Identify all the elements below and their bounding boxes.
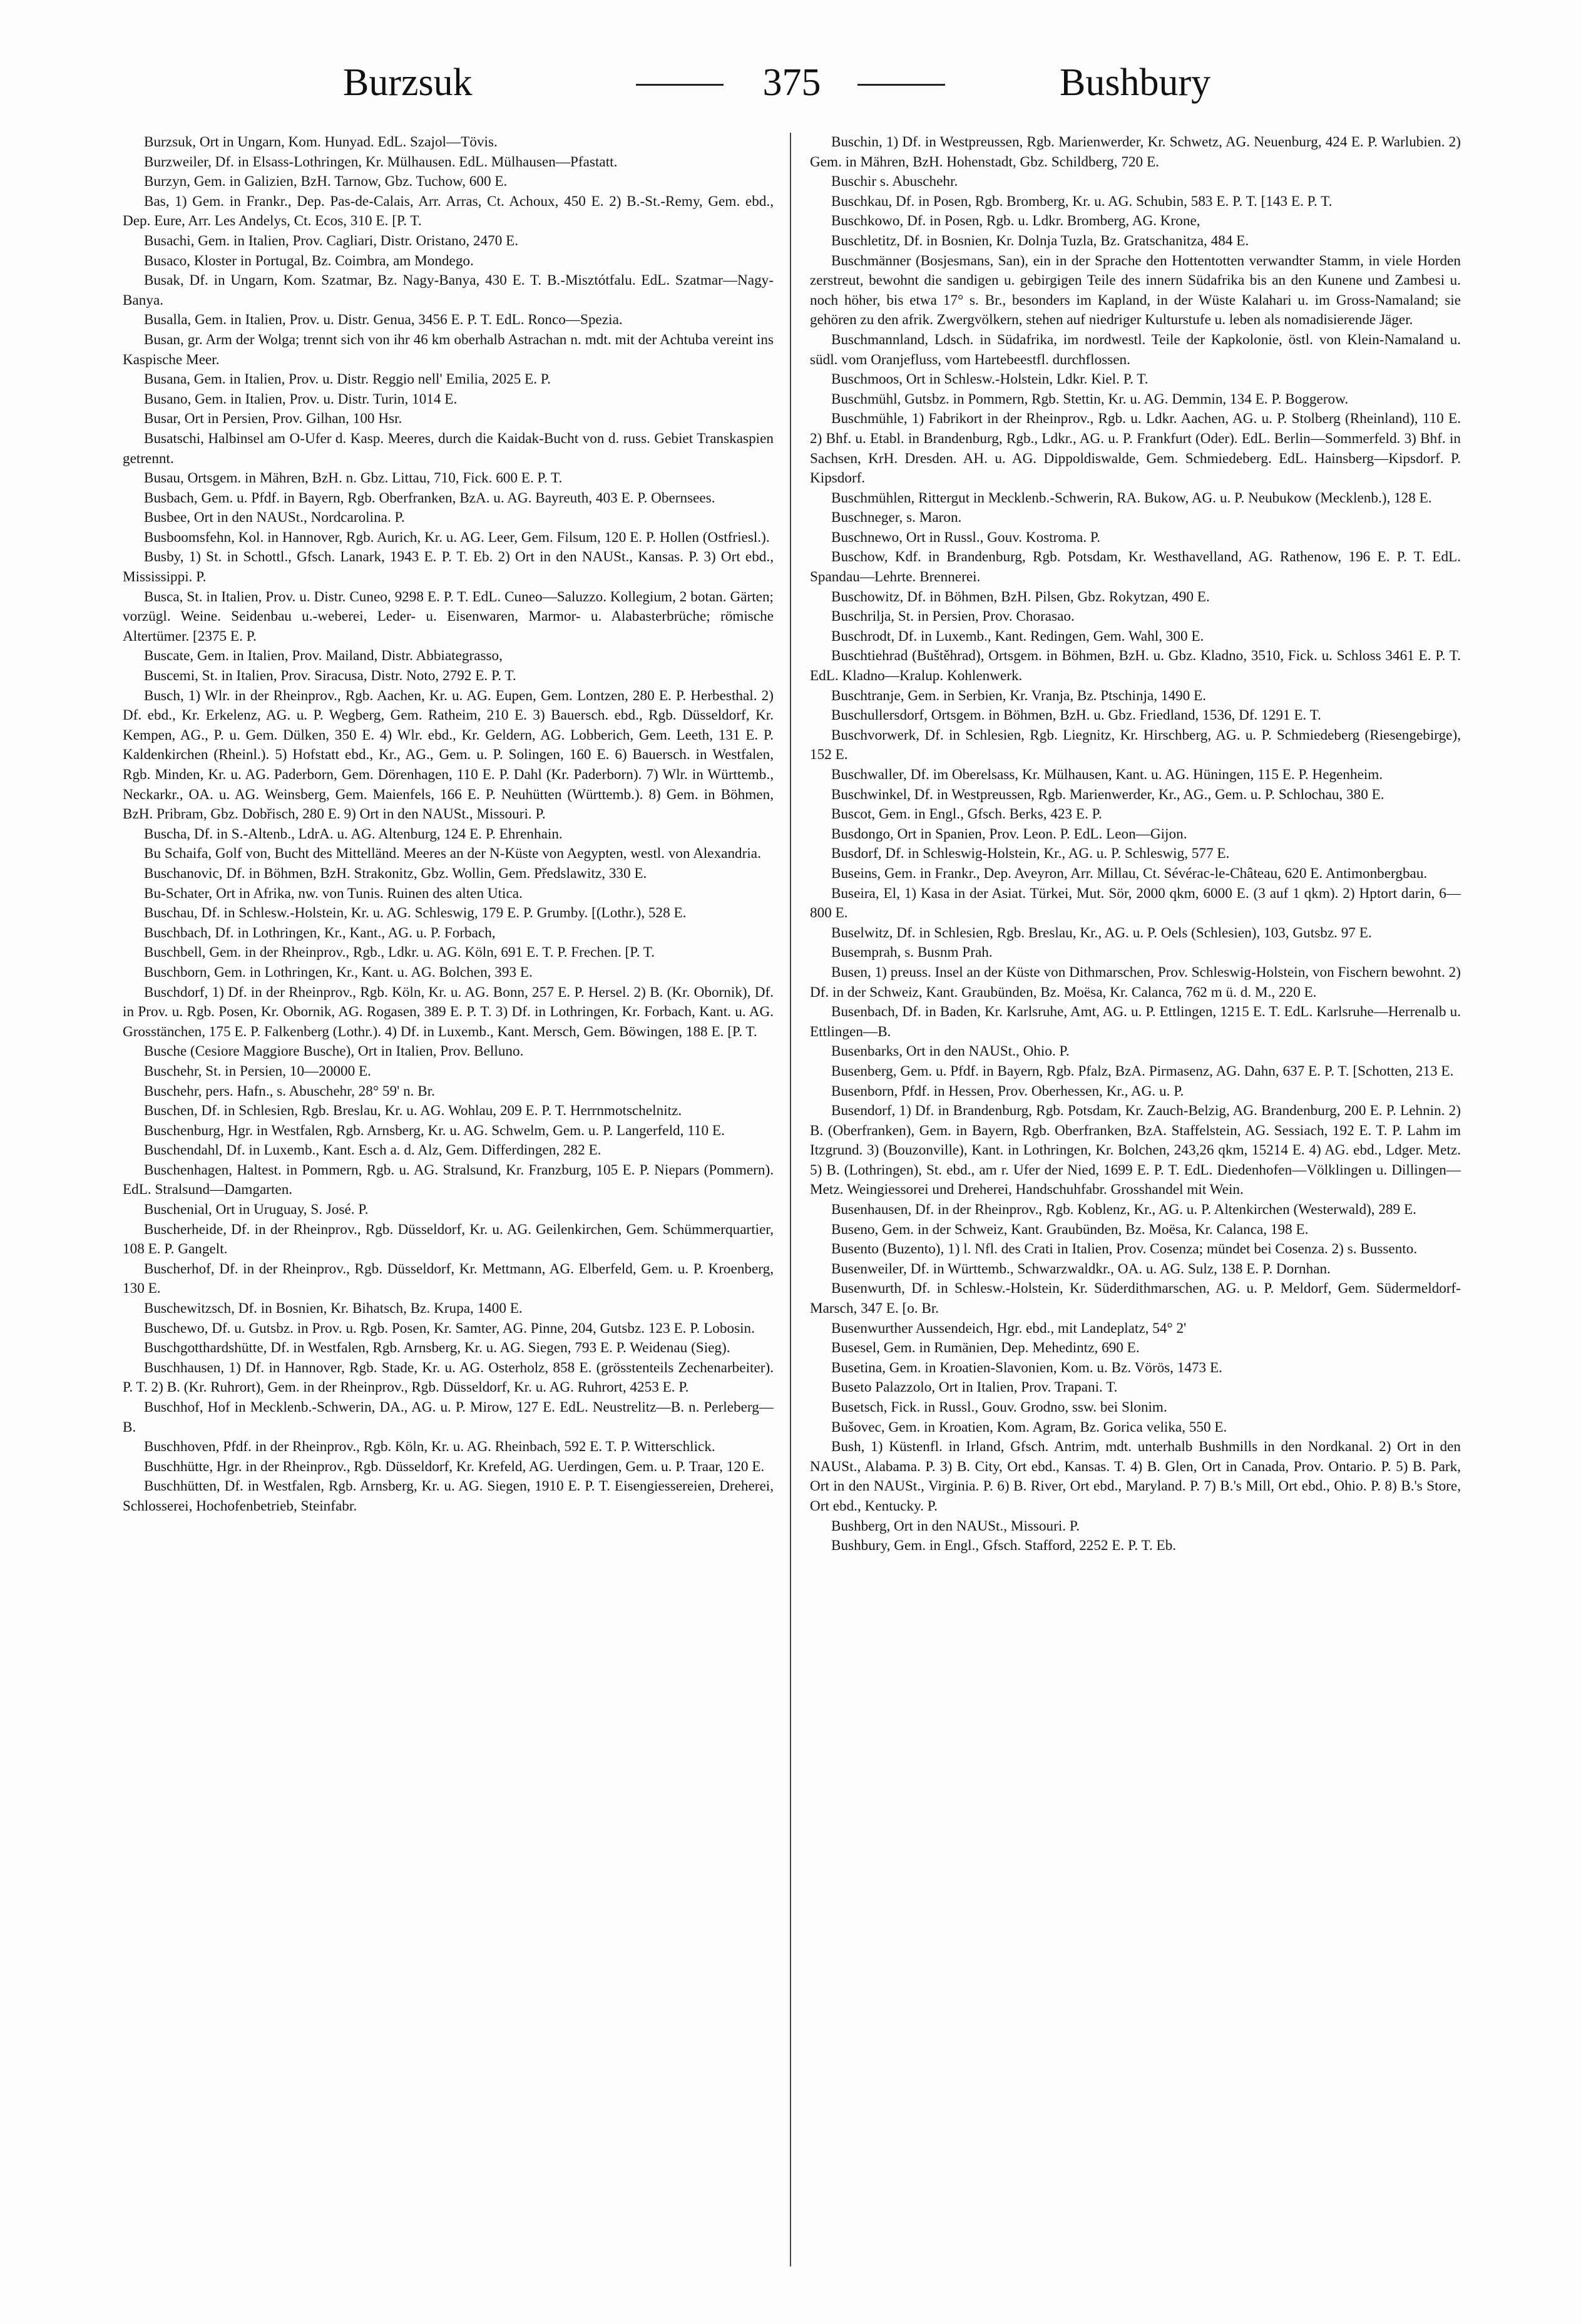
dictionary-entry: Busan, gr. Arm der Wolga; trennt sich von ihr 46 km oberhalb Astrachan n. mdt. mit der Achtuba vereint ins Kaspische Meer. <box>123 331 774 368</box>
dictionary-entry: Busana, Gem. in Italien, Prov. u. Distr. Reggio nell' Emilia, 2025 E. P. <box>144 371 551 388</box>
dictionary-entry: Buseira, El, 1) Kasa in der Asiat. Türkei, Mut. Sör, 2000 qkm, 6000 E. (3 auf 1 qkm). 2) Hptort darin, 6—800 E. <box>810 885 1461 922</box>
dictionary-entry: Busar, Ort in Persien, Prov. Gilhan, 100 Hsr. <box>144 410 402 427</box>
dictionary-entry: Busby, 1) St. in Schottl., Gfsch. Lanark, 1943 E. P. T. Eb. 2) Ort in den NAUSt., Kansas. P. 3) Ort ebd., Mississippi. P. <box>123 549 774 586</box>
left-column <box>123 133 774 1517</box>
dictionary-entry: Buseno, Gem. in der Schweiz, Kant. Graubünden, Bz. Moësa, Kr. Calanca, 198 E. <box>831 1221 1309 1238</box>
dictionary-entry: Buschvorwerk, Df. in Schlesien, Rgb. Liegnitz, Kr. Hirschberg, AG. u. P. Schmiedeberg (Riesengebirge), 152 E. <box>810 726 1461 763</box>
dictionary-entry: Buseto Palazzolo, Ort in Italien, Prov. Trapani. T. <box>831 1379 1118 1396</box>
dictionary-entry: Busca, St. in Italien, Prov. u. Distr. Cuneo, 9298 E. P. T. EdL. Cuneo—Saluzzo. Kollegium, 2 botan. Gärten; vorzügl. Weine. Seidenbau u.-weberei, Leder- u. Eisenwaren, Marmor- u. Alabasterbrüche; römische Altertümer. [2375 E. P. <box>123 588 774 645</box>
dictionary-entry: Busetsch, Fick. in Russl., Gouv. Grodno, ssw. bei Slonim. <box>831 1399 1167 1415</box>
dictionary-entry: Busalla, Gem. in Italien, Prov. u. Distr. Genua, 3456 E. P. T. EdL. Ronco—Spezia. <box>144 312 623 329</box>
dictionary-entry: Bush, 1) Küstenfl. in Irland, Gfsch. Antrim, mdt. unterhalb Bushmills in den Nordkanal. 2) Ort in den NAUSt., Alabama. P. 3) B. City, Ort ebd., Kansas. T. 4) B. Glen, Ort in Canada, Prov. Ontario. P. 5) B. Park, Ort in den NAUSt., Virginia. P. 6) B. River, Ort ebd., Maryland. P. 7) B.'s Mill, Ort ebd., Ohio. P. 8) B.'s Store, Ort ebd., Kentucky. P. <box>810 1439 1461 1514</box>
dictionary-entry: Buscherhof, Df. in der Rheinprov., Rgb. Düsseldorf, Kr. Mettmann, AG. Elberfeld, Gem. u. P. Kroenberg, 130 E. <box>123 1260 774 1297</box>
dictionary-entry: Busen, 1) preuss. Insel an der Küste von Dithmarschen, Prov. Schleswig-Holstein, von Fischern bewohnt. 2) Df. in der Schweiz, Kant. Graubünden, Bz. Moësa, Kr. Calanca, 762 m ü. d. M., 220 E. <box>810 964 1461 1001</box>
dictionary-entry: Buschwaller, Df. im Oberelsass, Kr. Mülhausen, Kant. u. AG. Hüningen, 115 E. P. Hegenheim. <box>831 767 1383 783</box>
dictionary-entry: Buschbach, Df. in Lothringen, Kr., Kant., AG. u. P. Forbach, <box>144 924 496 941</box>
dictionary-entry: Burzyn, Gem. in Galizien, BzH. Tarnow, Gbz. Tuchow, 600 E. <box>144 173 508 190</box>
right-column <box>810 133 1461 1556</box>
dictionary-entry: Buschenhagen, Haltest. in Pommern, Rgb. u. AG. Stralsund, Kr. Franzburg, 105 E. P. Niepars (Pommern). EdL. Stralsund—Damgarten. <box>123 1161 774 1198</box>
dictionary-entry: Buschir s. Abuschehr. <box>831 173 958 190</box>
dictionary-entry: Buschendahl, Df. in Luxemb., Kant. Esch a. d. Alz, Gem. Differdingen, 282 E. <box>144 1142 601 1159</box>
dictionary-entry: Buschow, Kdf. in Brandenburg, Rgb. Potsdam, Kr. Westhavelland, AG. Rathenow, 196 E. P. T. EdL. Spandau—Lehrte. Brennerei. <box>810 549 1461 586</box>
dictionary-entry: Buschrilja, St. in Persien, Prov. Chorasao. <box>831 608 1075 625</box>
dictionary-entry: Buscherheide, Df. in der Rheinprov., Rgb. Düsseldorf, Kr. u. AG. Geilenkirchen, Gem. Schümmerquartier, 108 E. P. Gangelt. <box>123 1221 774 1258</box>
dictionary-entry: Busaco, Kloster in Portugal, Bz. Coimbra, am Mondego. <box>144 252 474 269</box>
dictionary-entry: Buschmänner (Bosjesmans, San), ein in der Sprache den Hottentotten verwandter Stamm, in viele Horden zerstreut, bewohnt die sandigen u. gebirgigen Teile des innern Südafrika bis an den Kunene und Zambesi u. noch höher, bis etwa 17° s. Br., besonders im Kapland, in der Wüste Kalahari u. im Gross-Namaland; sie gehören zu den afrik. Zwergvölkern, stehen auf niedriger Kulturstufe u. leben als nomadisierende Jäger. <box>810 252 1461 329</box>
dictionary-entry: Buschtiehrad (Buštěhrad), Ortsgem. in Böhmen, BzH. u. Gbz. Kladno, 3510, Fick. u. Schloss 3461 E. P. T. EdL. Kladno—Kralup. Kohlenwerk. <box>810 648 1461 685</box>
dictionary-entry: Busatschi, Halbinsel am O-Ufer d. Kasp. Meeres, durch die Kaidak-Bucht von d. russ. Gebiet Transkaspien getrennt. <box>123 430 774 467</box>
dictionary-entry: Buschkau, Df. in Posen, Rgb. Bromberg, Kr. u. AG. Schubin, 583 E. P. T. [143 E. P. T. <box>831 193 1333 210</box>
dictionary-entry: Buschewo, Df. u. Gutsbz. in Prov. u. Rgb. Posen, Kr. Samter, AG. Pinne, 204, Gutsbz. 123 E. P. Lobosin. <box>144 1320 755 1337</box>
dictionary-entry: Buschmühle, 1) Fabrikort in der Rheinprov., Rgb. u. Ldkr. Aachen, AG. u. P. Stolberg (Rheinland), 110 E. 2) Bhf. u. Etabl. in Brandenburg, Rgb., Ldkr., AG. u. P. Frankfurt (Oder). EdL. Berlin—Sommerfeld. 3) Bhf. in Sachsen, KrH. Dresden. AH. u. AG. Dippoldiswalde, Gem. Schmiedeberg. EdL. Hainsberg—Kipsdorf. P. Kipsdorf. <box>810 410 1461 487</box>
column-divider <box>790 133 791 2266</box>
dictionary-entry: Buschenial, Ort in Uruguay, S. José. P. <box>144 1201 369 1218</box>
dictionary-entry: Buschewitzsch, Df. in Bosnien, Kr. Bihatsch, Bz. Krupa, 1400 E. <box>144 1300 523 1317</box>
dictionary-entry: Buschdorf, 1) Df. in der Rheinprov., Rgb. Köln, Kr. u. AG. Bonn, 257 E. P. Hersel. 2) B. (Kr. Obornik), Df. in Prov. u. Rgb. Posen, Kr. Obornik, AG. Rogasen, 389 E. P. T. 3) Df. in Lothringen, Kr. Forbach, Kant. u. AG. Grosstänchen, 175 E. P. Falkenberg (Lothr.). 4) Df. in Luxemb., Kant. Mersch, Gem. Böwingen, 188 E. [P. T. <box>123 984 774 1040</box>
dictionary-entry: Buschhoven, Pfdf. in der Rheinprov., Rgb. Köln, Kr. u. AG. Rheinbach, 592 E. T. P. Witterschlick. <box>144 1439 715 1455</box>
dictionary-entry: Buschhausen, 1) Df. in Hannover, Rgb. Stade, Kr. u. AG. Osterholz, 858 E. (grösstenteils Zechenarbeiter). P. T. 2) B. (Kr. Ruhrort), Gem. in der Rheinprov., Rgb. Düsseldorf, Kr. u. AG. Ruhrort, 4253 E. P. <box>123 1359 774 1396</box>
dictionary-entry: Busche (Cesiore Maggiore Busche), Ort in Italien, Prov. Belluno. <box>144 1043 524 1060</box>
dictionary-entry: Busenwurther Aussendeich, Hgr. ebd., mit Landeplatz, 54° 2' <box>831 1320 1187 1337</box>
dictionary-entry: Buscemi, St. in Italien, Prov. Siracusa, Distr. Noto, 2792 E. P. T. <box>144 668 516 685</box>
dictionary-entry: Busch, 1) Wlr. in der Rheinprov., Rgb. Aachen, Kr. u. AG. Eupen, Gem. Lontzen, 280 E. P. Herbesthal. 2) Df. ebd., Kr. Erkelenz, AG. u. P. Wegberg, Gem. Ratheim, 210 E. 3) Bauersch. ebd., Rgb. Düsseldorf, Kr. Kempen, AG., P. u. Gem. Dülken, 350 E. 4) Wlr. ebd., Kr. Geldern, AG. Lobberich, Gem. Leeth, 131 E. P. Kaldenkirchen (Rheinl.). 5) Hofstatt ebd., Kr., AG., Gem. u. P. Solingen, 160 E. 6) Bauersch. in Westfalen, Rgb. Minden, Kr. u. AG. Paderborn, Gem. Dörenhagen, 110 E. P. Dahl (Kr. Paderborn). 7) Wlr. in Württemb., Neckarkr., OA. u. AG. Weinsberg, Gem. Maienfels, 166 E. P. Neuhütten (Württemb.). 8) Gem. in Böhmen, BzH. Pribram, Gbz. Dobřisch, 280 E. 9) Ort in den NAUSt., Missouri. P. <box>123 687 774 823</box>
dictionary-entry: Buscha, Df. in S.-Altenb., LdrA. u. AG. Altenburg, 124 E. P. Ehrenhain. <box>144 825 563 842</box>
dictionary-entry: Buschgotthardshütte, Df. in Westfalen, Rgb. Arnsberg, Kr. u. AG. Siegen, 793 E. P. Weidenau (Sieg). <box>144 1340 730 1357</box>
dictionary-entry: Buschmühlen, Rittergut in Mecklenb.-Schwerin, RA. Bukow, AG. u. P. Neubukow (Mecklenb.), 128 E. <box>831 489 1432 506</box>
header-right-catchword: Bushbury <box>1060 61 1211 104</box>
dictionary-entry: Busdorf, Df. in Schleswig-Holstein, Kr., AG. u. P. Schleswig, 577 E. <box>831 845 1230 862</box>
dictionary-entry: Buschwinkel, Df. in Westpreussen, Rgb. Marienwerder, Kr., AG., Gem. u. P. Schlochau, 380 E. <box>831 786 1384 803</box>
dictionary-entry: Buschletitz, Df. in Bosnien, Kr. Dolnja Tuzla, Bz. Gratschanitza, 484 E. <box>831 232 1249 249</box>
dictionary-entry: Busenbarks, Ort in den NAUSt., Ohio. P. <box>831 1043 1070 1060</box>
dictionary-entry: Buschrodt, Df. in Luxemb., Kant. Redingen, Gem. Wahl, 300 E. <box>831 628 1204 645</box>
dictionary-entry: Buschnewo, Ort in Russl., Gouv. Kostroma. P. <box>831 529 1101 546</box>
dictionary-entry: Buschau, Df. in Schlesw.-Holstein, Kr. u. AG. Schleswig, 179 E. P. Grumby. [(Lothr.), 528 E. <box>144 905 687 922</box>
dictionary-entry: Busenweiler, Df. in Württemb., Schwarzwaldkr., OA. u. AG. Sulz, 138 E. P. Dornhan. <box>831 1260 1331 1277</box>
dictionary-entry: Busenborn, Pfdf. in Hessen, Prov. Oberhessen, Kr., AG. u. P. <box>831 1083 1184 1099</box>
page-header <box>106 58 1477 108</box>
dictionary-entry: Buschenburg, Hgr. in Westfalen, Rgb. Arnsberg, Kr. u. AG. Schwelm, Gem. u. P. Langerfeld, 110 E. <box>144 1122 725 1139</box>
dictionary-entry: Burzsuk, Ort in Ungarn, Kom. Hunyad. EdL. Szajol—Tövis. <box>144 134 498 150</box>
dictionary-entry: Busbach, Gem. u. Pfdf. in Bayern, Rgb. Oberfranken, BzA. u. AG. Bayreuth, 403 E. P. Obernsees. <box>144 489 715 506</box>
dictionary-entry: Buschborn, Gem. in Lothringen, Kr., Kant. u. AG. Bolchen, 393 E. <box>144 964 533 981</box>
dictionary-entry: Bushbury, Gem. in Engl., Gfsch. Stafford, 2252 E. P. T. Eb. <box>831 1537 1177 1554</box>
dictionary-entry: Bu Schaifa, Golf von, Bucht des Mittelländ. Meeres an der N-Küste von Aegypten, westl. von Alexandria. <box>144 845 761 862</box>
dictionary-entry: Buscate, Gem. in Italien, Prov. Mailand, Distr. Abbiategrasso, <box>144 648 503 665</box>
dictionary-entry: Buschen, Df. in Schlesien, Rgb. Breslau, Kr. u. AG. Wohlau, 209 E. P. T. Herrnmotschelnitz. <box>144 1103 682 1119</box>
dictionary-entry: Bushberg, Ort in den NAUSt., Missouri. P. <box>831 1517 1080 1534</box>
dictionary-entry: Buschullersdorf, Ortsgem. in Böhmen, BzH. u. Gbz. Friedland, 1536, Df. 1291 E. T. <box>831 707 1321 724</box>
dictionary-entry: Busano, Gem. in Italien, Prov. u. Distr. Turin, 1014 E. <box>144 390 458 407</box>
dictionary-entry: Buscot, Gem. in Engl., Gfsch. Berks, 423 E. P. <box>831 806 1102 823</box>
dictionary-entry: Busemprah, s. Busnm Prah. <box>831 944 993 961</box>
dictionary-entry: Busboomsfehn, Kol. in Hannover, Rgb. Aurich, Kr. u. AG. Leer, Gem. Filsum, 120 E. P. Hollen (Ostfriesl.). <box>144 529 770 546</box>
dictionary-entry: Bušovec, Gem. in Kroatien, Kom. Agram, Bz. Gorica velika, 550 E. <box>831 1419 1227 1435</box>
dictionary-entry: Buschowitz, Df. in Böhmen, BzH. Pilsen, Gbz. Rokytzan, 490 E. <box>831 588 1210 605</box>
dictionary-entry: Busenberg, Gem. u. Pfdf. in Bayern, Rgb. Pfalz, BzA. Pirmasenz, AG. Dahn, 637 E. P. T. [Schotten, 213 E. <box>831 1063 1454 1079</box>
page-number: 375 <box>762 61 821 104</box>
dictionary-entry: Buschbell, Gem. in der Rheinprov., Rgb., Ldkr. u. AG. Köln, 691 E. T. P. Frechen. [P. T. <box>144 944 655 961</box>
dictionary-entry: Buseins, Gem. in Frankr., Dep. Aveyron, Arr. Millau, Ct. Sévérac-le-Château, 620 E. Antimonbergbau. <box>831 865 1428 882</box>
dictionary-entry: Bas, 1) Gem. in Frankr., Dep. Pas-de-Calais, Arr. Arras, Ct. Achoux, 450 E. 2) B.-St.-Remy, Gem. ebd., Dep. Eure, Arr. Les Andelys, Ct. Ecos, 310 E. [P. T. <box>123 193 774 230</box>
dictionary-entry: Busetina, Gem. in Kroatien-Slavonien, Kom. u. Bz. Vörös, 1473 E. <box>831 1359 1222 1376</box>
dictionary-entry: Bu-Schater, Ort in Afrika, nw. von Tunis. Ruinen des alten Utica. <box>144 885 523 902</box>
dictionary-entry: Buschneger, s. Maron. <box>831 509 962 526</box>
dictionary-entry: Busenhausen, Df. in der Rheinprov., Rgb. Koblenz, Kr., AG. u. P. Altenkirchen (Westerwald), 289 E. <box>831 1201 1416 1218</box>
dictionary-entry: Busak, Df. in Ungarn, Kom. Szatmar, Bz. Nagy-Banya, 430 E. T. B.-Misztótfalu. EdL. Szatmar—Nagy-Banya. <box>123 272 774 308</box>
dictionary-entry: Buselwitz, Df. in Schlesien, Rgb. Breslau, Kr., AG. u. P. Oels (Schlesien), 103, Gutsbz. 97 E. <box>831 924 1372 941</box>
dictionary-entry: Buschhütte, Hgr. in der Rheinprov., Rgb. Düsseldorf, Kr. Krefeld, AG. Uerdingen, Gem. u. P. Traar, 120 E. <box>144 1458 765 1475</box>
dictionary-entry: Buschmannland, Ldsch. in Südafrika, im nordwestl. Teile der Kapkolonie, östl. von Klein-Namaland u. südl. vom Oranjefluss, vom Hartebeestfl. durchflossen. <box>810 331 1461 368</box>
dictionary-entry: Busenbach, Df. in Baden, Kr. Karlsruhe, Amt, AG. u. P. Ettlingen, 1215 E. T. EdL. Karlsruhe—Herrenalb u. Ettlingen—B. <box>810 1004 1461 1040</box>
dictionary-entry: Burzweiler, Df. in Elsass-Lothringen, Kr. Mülhausen. EdL. Mülhausen—Pfastatt. <box>144 153 618 170</box>
dictionary-entry: Buschtranje, Gem. in Serbien, Kr. Vranja, Bz. Ptschinja, 1490 E. <box>831 687 1207 704</box>
dictionary-entry: Buschin, 1) Df. in Westpreussen, Rgb. Marienwerder, Kr. Schwetz, AG. Neuenburg, 424 E. P. Warlubien. 2) Gem. in Mähren, BzH. Hohenstadt, Gbz. Schildberg, 720 E. <box>810 134 1461 170</box>
dictionary-entry: Busenwurth, Df. in Schlesw.-Holstein, Kr. Süderdithmarschen, AG. u. P. Meldorf, Gem. Südermeldorf-Marsch, 347 E. [o. Br. <box>810 1280 1461 1317</box>
dictionary-entry: Buschehr, St. in Persien, 10—20000 E. <box>144 1063 371 1079</box>
dictionary-entry: Buschmoos, Ort in Schlesw.-Holstein, Ldkr. Kiel. P. T. <box>831 371 1149 388</box>
dictionary-entry: Busachi, Gem. in Italien, Prov. Cagliari, Distr. Oristano, 2470 E. <box>144 232 519 249</box>
dictionary-entry: Buschhof, Hof in Mecklenb.-Schwerin, DA., AG. u. P. Mirow, 127 E. EdL. Neustrelitz—B. n. Perleberg—B. <box>123 1399 774 1435</box>
dictionary-entry: Buschhütten, Df. in Westfalen, Rgb. Arnsberg, Kr. u. AG. Siegen, 1910 E. P. T. Eisengiessereien, Dreherei, Schlosserei, Hochofenbetrieb, Steinfabr. <box>123 1478 774 1514</box>
header-left-catchword: Burzsuk <box>343 61 473 104</box>
header-rule-left <box>636 84 724 86</box>
dictionary-entry: Busento (Buzento), 1) l. Nfl. des Crati in Italien, Prov. Cosenza; mündet bei Cosenza. 2) s. Bussento. <box>831 1241 1418 1258</box>
dictionary-entry: Buschkowo, Df. in Posen, Rgb. u. Ldkr. Bromberg, AG. Krone, <box>831 213 1200 230</box>
dictionary-entry: Buschehr, pers. Hafn., s. Abuschehr, 28° 59' n. Br. <box>144 1083 435 1099</box>
dictionary-entry: Busesel, Gem. in Rumänien, Dep. Mehedintz, 690 E. <box>831 1340 1140 1357</box>
dictionary-entry: Busbee, Ort in den NAUSt., Nordcarolina. P. <box>144 509 405 526</box>
dictionary-entry: Buschanovic, Df. in Böhmen, BzH. Strakonitz, Gbz. Wollin, Gem. Předslawitz, 330 E. <box>144 865 647 882</box>
dictionary-entry: Buschmühl, Gutsbz. in Pommern, Rgb. Stettin, Kr. u. AG. Demmin, 134 E. P. Boggerow. <box>831 390 1349 407</box>
dictionary-entry: Busdongo, Ort in Spanien, Prov. Leon. P. EdL. Leon—Gijon. <box>831 825 1187 842</box>
header-rule-right <box>857 84 945 86</box>
dictionary-entry: Busau, Ortsgem. in Mähren, BzH. n. Gbz. Littau, 710, Fick. 600 E. P. T. <box>144 470 563 487</box>
dictionary-entry: Busendorf, 1) Df. in Brandenburg, Rgb. Potsdam, Kr. Zauch-Belzig, AG. Brandenburg, 200 E. P. Lehnin. 2) B. (Oberfranken), Gem. in Bayern, Rgb. Oberfranken, BzA. Staffelstein, AG. Sessiach, 192 E. T. P. Lahm im Itzgrund. 3) (Bouzonville), Kant. in Lothringen, Kr. Bolchen, 243,26 qkm, 15214 E. 4) AG. ebd., Ldger. Metz. 5) B. (Lothringen), St. ebd., am r. Ufer der Nied, 1699 E. P. T. EdL. Diedenhofen—Völklingen u. Dillingen—Metz. Weingiessorei und Dreherei, Handschuhfabr. Grosshandel mit Wein. <box>810 1103 1461 1198</box>
